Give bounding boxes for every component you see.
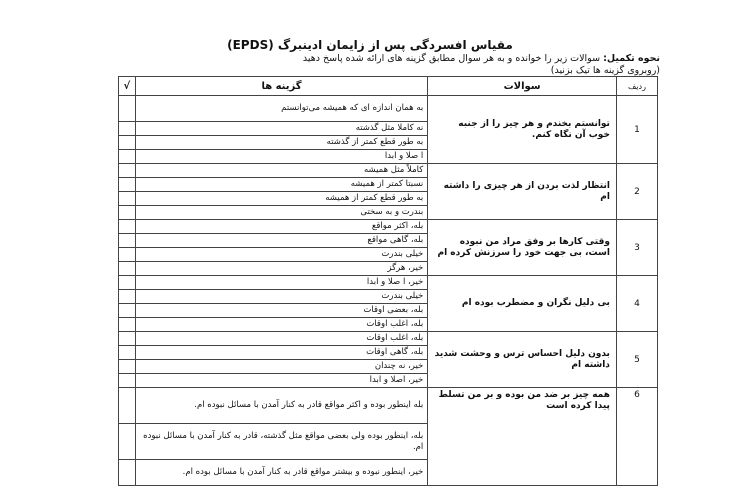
answer-checkbox[interactable] — [119, 220, 136, 234]
row-number: 2 — [616, 164, 657, 220]
answer-option: به طور قطع کمتر از گذشته — [135, 136, 428, 150]
answer-option: بله، گاهی اوقات — [135, 346, 428, 360]
document-title: مقیاس افسردگی پس از زایمان ادینبرگ (EPDS) — [227, 38, 513, 52]
row-number: 1 — [616, 96, 657, 164]
answer-checkbox[interactable] — [119, 192, 136, 206]
header-questions: سوالات — [428, 77, 617, 96]
answer-checkbox[interactable] — [119, 374, 136, 388]
table-row — [119, 164, 658, 178]
row-number: 5 — [616, 332, 657, 388]
answer-option: بله اینطور بوده و اکثر مواقع قادر به کنار آمدن با مسائل نبوده ام. — [135, 388, 428, 424]
answer-option: بله، اینطور بوده ولی بعضی مواقع مثل گذشته، قادر به کنار آمدن با مسائل نبوده ام. — [135, 424, 428, 460]
instructions-note: (روبروی گزینه ها تیک بزنید) — [550, 65, 660, 76]
answer-option: بله، بعضی اوقات — [135, 304, 428, 318]
header-options: گزینه ها — [135, 77, 428, 96]
answer-option: به طور قطع کمتر از همیشه — [135, 192, 428, 206]
table-row — [119, 96, 658, 122]
answer-option: بندرت و به سختی — [135, 206, 428, 220]
answer-option: نسبتا کمتر از همیشه — [135, 178, 428, 192]
answer-checkbox[interactable] — [119, 332, 136, 346]
answer-option: خیلی بندرت — [135, 290, 428, 304]
answer-checkbox[interactable] — [119, 164, 136, 178]
table-row — [119, 276, 658, 290]
answer-option: خیلی بندرت — [135, 248, 428, 262]
row-number: 3 — [616, 220, 657, 276]
answer-checkbox[interactable] — [119, 304, 136, 318]
answer-checkbox[interactable] — [119, 360, 136, 374]
answer-checkbox[interactable] — [119, 346, 136, 360]
answer-option: خیر، اینطور نبوده و بیشتر مواقع قادر به کنار آمدن با مسائل بوده ام. — [135, 460, 428, 486]
answer-checkbox[interactable] — [119, 388, 136, 424]
table-row — [119, 388, 658, 424]
answer-option: کاملاً مثل همیشه — [135, 164, 428, 178]
header-row-number: ردیف — [616, 77, 657, 96]
answer-checkbox[interactable] — [119, 248, 136, 262]
question-text: بی دلیل نگران و مضطرب بوده ام — [428, 276, 617, 332]
answer-option: خیر، هرگز — [135, 262, 428, 276]
answer-option: بله، اغلب اوقات — [135, 332, 428, 346]
answer-option: نه کاملا مثل گذشته — [135, 122, 428, 136]
answer-checkbox[interactable] — [119, 290, 136, 304]
answer-checkbox[interactable] — [119, 150, 136, 164]
instructions-text: سوالات زیر را خوانده و به هر سوال مطابق گزینه های ارائه شده پاسخ دهید — [302, 53, 601, 64]
answer-option: خیر، ا صلا و ابدا — [135, 276, 428, 290]
answer-option: خیر، نه چندان — [135, 360, 428, 374]
table-header-row — [119, 77, 658, 96]
row-number: 6 — [616, 388, 657, 486]
instructions-line — [115, 53, 660, 65]
answer-option: بله، گاهی مواقع — [135, 234, 428, 248]
instructions-label: نحوه تکمیل: — [603, 53, 660, 64]
answer-option: ا صلا و ابدا — [135, 150, 428, 164]
answer-checkbox[interactable] — [119, 206, 136, 220]
question-text: وقتی کارها بر وفق مراد من نبوده است، بی جهت خود را سرزنش کرده ام — [428, 220, 617, 276]
answer-checkbox[interactable] — [119, 276, 136, 290]
answer-checkbox[interactable] — [119, 122, 136, 136]
answer-option: به همان اندازه ای که همیشه می‌توانستم — [135, 96, 428, 122]
question-text: بدون دلیل احساس ترس و وحشت شدید داشته ام — [428, 332, 617, 388]
answer-checkbox[interactable] — [119, 424, 136, 460]
answer-checkbox[interactable] — [119, 234, 136, 248]
question-text: توانستم بخندم و هر چیز را از جنبه خوب آن نگاه کنم. — [428, 96, 617, 164]
answer-checkbox[interactable] — [119, 136, 136, 150]
answer-option: بله، اکثر مواقع — [135, 220, 428, 234]
row-number: 4 — [616, 276, 657, 332]
answer-option: خیر، اصلا و ابدا — [135, 374, 428, 388]
question-text: انتظار لذت بردن از هر چیزی را داشته ام — [428, 164, 617, 220]
answer-checkbox[interactable] — [119, 460, 136, 486]
answer-checkbox[interactable] — [119, 262, 136, 276]
table-row — [119, 332, 658, 346]
table-row — [119, 220, 658, 234]
questionnaire-table — [118, 76, 658, 486]
answer-option: بله، اغلب اوقات — [135, 318, 428, 332]
answer-checkbox[interactable] — [119, 96, 136, 122]
question-text: همه چیز بر ضد من بوده و بر من تسلط پیدا کرده است — [428, 388, 617, 486]
header-check: √ — [119, 77, 136, 96]
answer-checkbox[interactable] — [119, 318, 136, 332]
answer-checkbox[interactable] — [119, 178, 136, 192]
